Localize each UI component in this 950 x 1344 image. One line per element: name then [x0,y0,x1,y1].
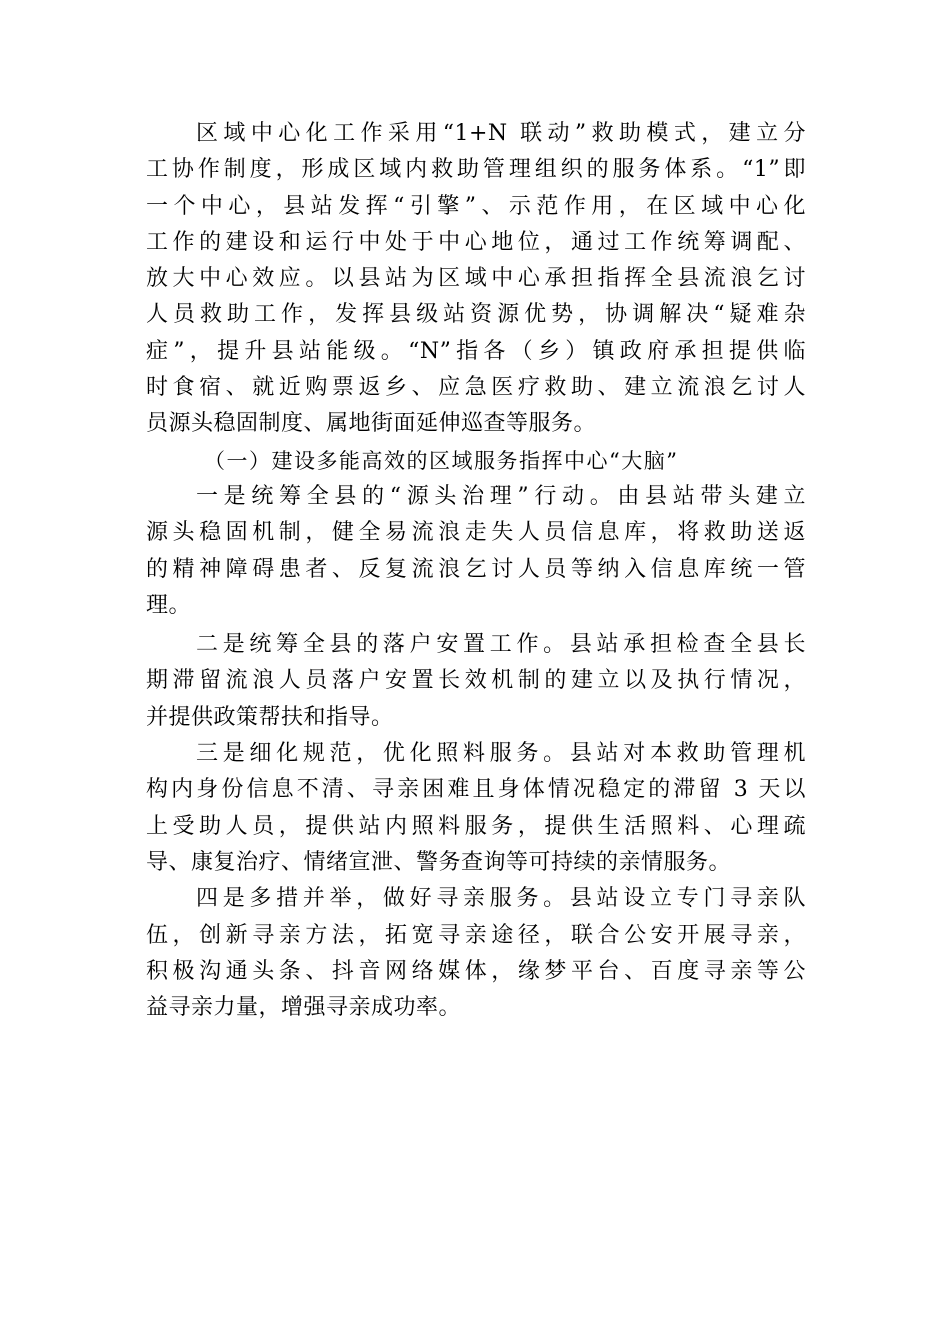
section-heading: （一）建设多能高效的区域服务指挥中心“大脑” [204,448,679,473]
text-line: 益寻亲力量，增强寻亲成功率。 [146,995,462,1021]
paragraph-settlement [146,627,806,736]
text-line: 员源头稳固制度、属地街面延伸巡查等服务。 [146,411,597,437]
text-line: 工协作制度，形成区域内救助管理组织的服务体系。“1”即 [146,157,806,183]
paragraph-family-search [146,881,806,1026]
text-line: 上受助人员，提供站内照料服务，提供生活照料、心理疏 [146,813,806,839]
text-line: 一个中心，县站发挥“引擎”、示范作用，在区域中心化 [146,193,806,219]
text-line: 症”，提升县站能级。“N”指各（乡）镇政府承担提供临 [146,338,806,364]
text-line: 理。 [146,592,192,618]
text-line: 源头稳固机制，健全易流浪走失人员信息库，将救助送返 [146,520,806,546]
paragraph-care-service [146,736,806,881]
text-line: 二是统筹全县的落户安置工作。县站承担检查全县长 [196,632,806,658]
text-line: 三是细化规范，优化照料服务。县站对本救助管理机 [196,741,806,767]
paragraph-intro [146,116,806,443]
text-line: 人员救助工作，发挥县级站资源优势，协调解决“疑难杂 [146,302,806,328]
text-line: 工作的建设和运行中处于中心地位，通过工作统筹调配、 [146,229,806,255]
text-line: 区域中心化工作采用“1+N 联动”救助模式，建立分 [196,121,806,146]
text-line: 积极沟通头条、抖音网络媒体，缘梦平台、百度寻亲等公 [146,958,806,984]
text-line: 的精神障碍患者、反复流浪乞讨人员等纳入信息库统一管 [146,556,806,582]
text-line: 伍，创新寻亲方法，拓宽寻亲途径，联合公安开展寻亲， [146,922,806,948]
text-line: 放大中心效应。以县站为区域中心承担指挥全县流浪乞讨 [146,266,806,292]
text-line: 四是多措并举，做好寻亲服务。县站设立专门寻亲队 [196,886,806,912]
text-line: 并提供政策帮扶和指导。 [146,704,394,730]
paragraph-source-governance [146,479,806,624]
text-line: 期滞留流浪人员落户安置长效机制的建立以及执行情况， [146,668,806,694]
text-line: 时食宿、就近购票返乡、应急医疗救助、建立流浪乞讨人 [146,375,806,401]
text-line: 一是统筹全县的“源头治理”行动。由县站带头建立 [196,483,806,509]
document-page [146,116,806,1026]
text-line: 构内身份信息不清、寻亲困难且身体情况稳定的滞留 3 天以 [146,777,806,803]
text-line: 导、康复治疗、情绪宣泄、警务查询等可持续的亲情服务。 [146,849,732,875]
